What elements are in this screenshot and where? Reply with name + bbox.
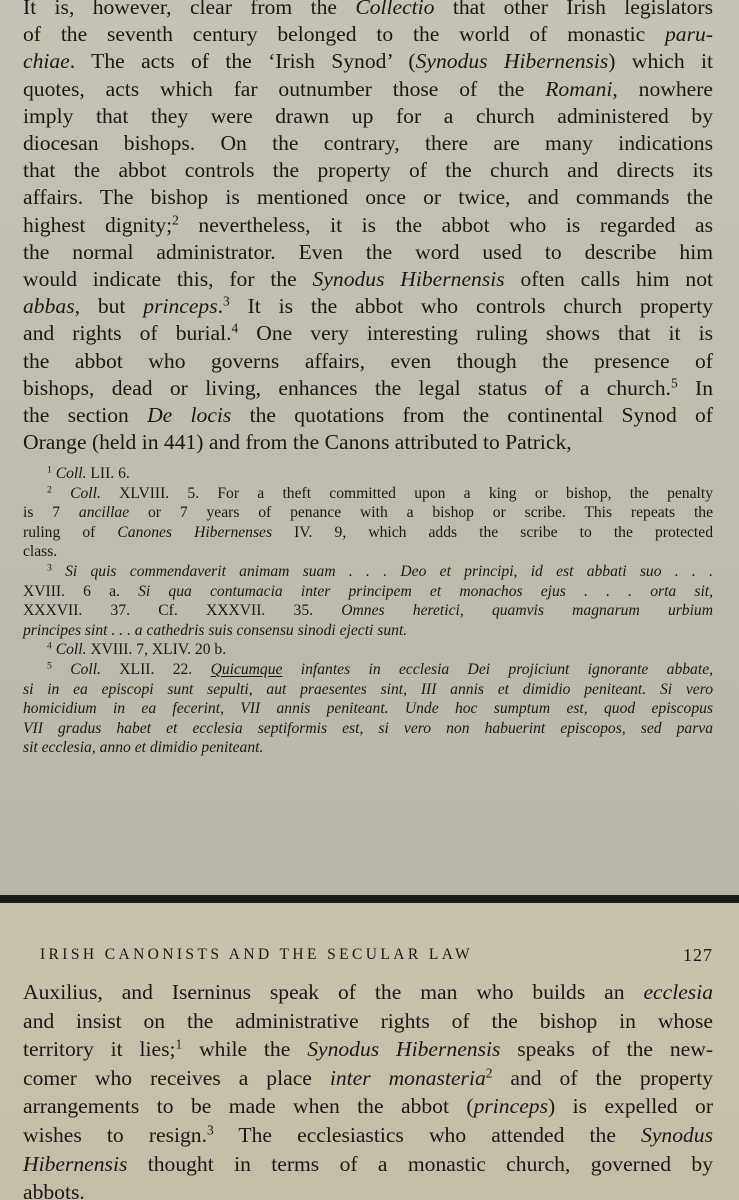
footnote-line: class. <box>23 543 58 561</box>
footnote-2 <box>23 484 713 562</box>
upper-page-body-text <box>23 0 713 456</box>
footnote-line: $^4$ Coll. XVIII. 7, XLIV. 20 b. <box>47 641 227 659</box>
body-line: would indicate this, for the Synodus Hibernensis often calls him not <box>23 267 713 292</box>
body-line: the section De locis the quotations from the continental Synod of <box>23 403 713 428</box>
footnote-line: homicidium in ea fecerint, VII annis peniteant. Unde hoc sumptum est, quod episcopus <box>23 700 713 718</box>
footnote-line: $^1$ Coll. LII. 6. <box>47 464 130 482</box>
body-line: arrangements to be made when the abbot (princeps) is expelled or <box>23 1094 714 1119</box>
lower-page-body-text <box>23 978 713 1200</box>
running-head <box>0 946 739 970</box>
footnotes <box>23 464 713 758</box>
footnote-line: principes sint . . . a cathedris suis consensu sinodi ejecti sunt. <box>23 621 408 639</box>
body-line: chiae. The acts of the ‘Irish Synod’ (Synodus Hibernensis) which it <box>23 49 713 74</box>
footnote-line: $^3$ Si quis commendaverit animam suam . . . Deo et principi, id est abbati suo . . . <box>47 562 714 580</box>
footnote-3 <box>23 562 713 640</box>
footnote-1 <box>23 464 713 484</box>
footnote-line: XXXVII. 37. Cf. XXXVII. 35. Omnes heretici, quamvis magnarum urbium <box>23 602 713 620</box>
page-number: 127 <box>683 945 713 965</box>
body-line: imply that they were drawn up for a church administered by <box>23 103 713 128</box>
body-line: affairs. The bishop is mentioned once or twice, and commands the <box>23 185 713 210</box>
running-head-title: IRISH CANONISTS AND THE SECULAR LAW <box>40 946 474 963</box>
footnote-line: XVIII. 6 a. Si qua contumacia inter principem et monachos ejus . . . orta sit, <box>23 582 714 600</box>
footnote-line: $^5$ Coll. XLII. 22. Quicumque infantes in ecclesia Dei projiciunt ignorante abbate, <box>47 660 714 678</box>
body-line: quotes, acts which far outnumber those of the Romani, nowhere <box>23 76 713 101</box>
body-line: and insist on the administrative rights of the bishop in whose <box>23 1008 713 1033</box>
footnote-5 <box>23 660 713 758</box>
body-line: that the abbot controls the property of the church and directs its <box>23 158 713 183</box>
body-line: Hibernensis thought in terms of a monastic church, governed by <box>23 1151 713 1176</box>
body-line: comer who receives a place inter monasteria$^2$ and of the property <box>23 1065 713 1090</box>
footnote-line: si in ea episcopi sunt sepulti, aut praesentes sint, III annis et dimidio peniteant. Si vero <box>23 680 713 698</box>
footnote-line: ruling of Canones Hibernenses IV. 9, which adds the scribe to the protected <box>23 523 713 541</box>
footnote-4 <box>23 640 713 660</box>
body-line: Orange (held in 441) and from the Canons attributed to Patrick, <box>23 430 572 455</box>
body-line: abbas, but princeps.$^3$ It is the abbot who controls church property <box>23 293 714 319</box>
body-line: bishops, dead or living, enhances the legal status of a church.$^5$ In <box>23 375 713 400</box>
body-line: of the seventh century belonged to the world of monastic paru- <box>23 22 713 47</box>
body-line: It is, however, clear from the Collectio that other Irish legislators <box>23 0 713 19</box>
lower-page <box>0 903 739 1200</box>
body-line: and rights of burial.$^4$ One very interesting ruling shows that it is <box>23 321 713 346</box>
body-line: highest dignity;$^2$ nevertheless, it is the abbot who is regarded as <box>23 212 713 237</box>
body-line: territory it lies;$^1$ while the Synodus Hibernensis speaks of the new- <box>23 1036 714 1062</box>
body-line: the abbot who governs affairs, even though the presence of <box>23 348 713 373</box>
footnote-line: is 7 ancillae or 7 years of penance with a bishop or scribe. This repeats the <box>23 504 713 522</box>
footnote-line: VII gradus habet et ecclesia septiformis est, si vero non habuerint episcopos, sed parva <box>23 719 713 737</box>
body-line: diocesan bishops. On the contrary, there are many indications <box>23 131 713 156</box>
footnote-line: $^2$ Coll. XLVIII. 5. For a theft committed upon a king or bishop, the penalty <box>47 484 713 502</box>
body-line: abbots. <box>23 1180 85 1200</box>
body-line: the normal administrator. Even the word used to describe him <box>23 239 713 264</box>
footnote-line: sit ecclesia, anno et dimidio peniteant. <box>23 739 264 757</box>
body-line: wishes to resign.$^3$ The ecclesiastics who attended the Synodus <box>23 1122 714 1147</box>
body-line: Auxilius, and Iserninus speak of the man who builds an ecclesia <box>23 980 713 1004</box>
